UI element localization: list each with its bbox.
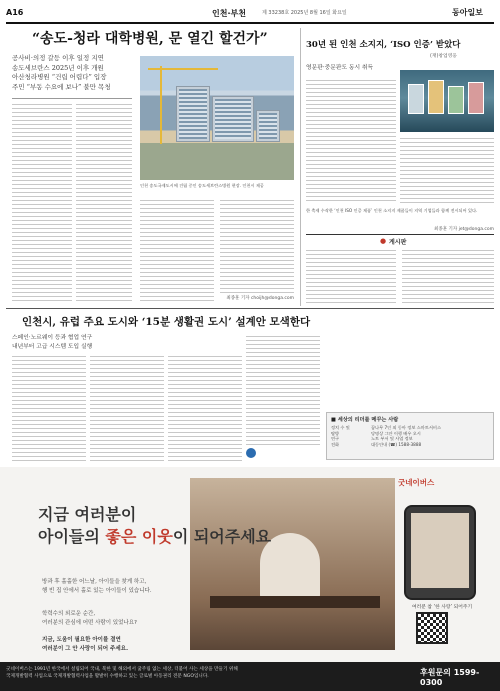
building-shape bbox=[256, 110, 280, 142]
notice-col1 bbox=[306, 248, 396, 304]
article2-title: 30년 된 인천 소지지, ‘ISO 인증’ 받았다 bbox=[306, 40, 461, 50]
header-rule bbox=[6, 22, 494, 24]
crane-shape bbox=[148, 68, 218, 70]
article2-photo-caption: 한 축제 수작한 ‘인천 ISO 인증 제품’ 인천 소지지 제품들이 지역 기업들과 함께 전시되어 있다. bbox=[306, 208, 478, 213]
info-box-col2: 꿈나무 7인 외 동아 정보 스마트서비스 당명상 그안 이행 배우 오시 노트 부서 및 사업 정보 대동안내 (☎) 1588-3888 bbox=[371, 425, 441, 447]
info-box-col1: 정치 수 및 탐방 연구 전화 bbox=[331, 425, 350, 447]
issue-meta: 제 33238호 2025년 8월 16일 화요일 bbox=[262, 10, 347, 16]
product-box bbox=[448, 86, 464, 114]
article1-photo-caption: 인천 송도국제도시에 건립 중인 송도세브란스병원 현장. 인천시 제공 bbox=[140, 183, 264, 188]
phone-screen bbox=[411, 513, 469, 588]
ad-headline-highlight: 좋은 이웃 bbox=[105, 527, 173, 546]
ad-headline bbox=[38, 504, 271, 548]
bell-icon: ● bbox=[380, 237, 387, 245]
section-title: 인천·부천 bbox=[212, 9, 246, 18]
article2-body-col2 bbox=[400, 136, 494, 204]
article3-body-col2 bbox=[90, 354, 164, 462]
article2-body-col1 bbox=[306, 78, 396, 204]
page-header bbox=[0, 0, 500, 22]
article3-subtitle: 스페인·노르웨이 등과 협업 연구 내년부터 고급 시스템 도입 실행 bbox=[12, 335, 93, 350]
city-logo-icon bbox=[246, 448, 256, 458]
article3-figure bbox=[246, 446, 322, 462]
building-shape bbox=[212, 96, 254, 142]
article1-subtitle: 공사비·의정 갈등 이후 일정 지연 송도세브란스 2025년 이후 개원 아산청라병원 “건립 어렵다” 입장 주민 “부동 수요에 보나” 불만 목청 bbox=[12, 54, 111, 91]
article2-byline: 최종훈 기자 jet@donga.com bbox=[434, 227, 494, 232]
ad-body2: 학력수의 외로운 순간, 여러분의 관심에 어떤 사람이 있었나요? bbox=[42, 611, 137, 626]
notice-title: 게시판 bbox=[389, 239, 407, 246]
info-box-title: ■ 세상의 리더를 메꾸는 사람 bbox=[331, 417, 399, 423]
article1-body-col1 bbox=[12, 102, 72, 302]
subtitle-divider bbox=[12, 98, 132, 99]
info-box bbox=[326, 412, 494, 460]
article1-byline: 최종훈 기자 choijh@donga.com bbox=[226, 296, 294, 301]
phone-caption: 여러분 참 ‘한 사랑’ 되어주기 bbox=[412, 605, 473, 610]
ad-logo: 굿네이버스 bbox=[398, 478, 435, 487]
section-rule bbox=[6, 308, 494, 309]
article2-tag: (재)창업영웅 bbox=[430, 54, 457, 59]
building-shape bbox=[176, 86, 210, 142]
desk-shape bbox=[210, 596, 380, 608]
qr-code-icon[interactable] bbox=[416, 612, 448, 644]
article2-photo bbox=[400, 70, 494, 132]
article1-title: “송도-청라 대학병원, 문 열긴 할건가” bbox=[32, 31, 268, 47]
phone-mockup bbox=[404, 505, 476, 600]
product-box bbox=[468, 82, 484, 114]
page-number: A16 bbox=[6, 8, 24, 17]
ad-body: 방과 후 홀홀한 어느날, 아이들을 찾게 하고, 행 빈 집 안에서 홀로 있는 아이들이 있습니다. bbox=[42, 579, 152, 594]
ad-headline-line2: 아이들의 좋은 이웃이 되어주세요 bbox=[38, 527, 272, 546]
article3-title: 인천시, 유럽 주요 도시와 ‘15분 생활권 도시’ 설계안 모색한다 bbox=[22, 316, 311, 328]
notice-col2 bbox=[402, 248, 494, 304]
ad-hotline: 후원문의 1599-0300 bbox=[420, 668, 480, 687]
article1-photo bbox=[140, 56, 294, 180]
article3-body-col4 bbox=[246, 334, 320, 462]
crane-shape bbox=[160, 66, 162, 144]
product-box bbox=[408, 84, 424, 114]
column-divider bbox=[300, 28, 301, 306]
newspaper-brand: 동아일보 bbox=[452, 8, 483, 17]
article1-body-col3 bbox=[140, 198, 214, 302]
article3-body-col1 bbox=[12, 354, 86, 462]
ad-body3: 지금, 도움이 필요한 아이를 결연 여러분이 그 안 사랑이 되어 주세요. bbox=[42, 637, 129, 652]
article1-body-col2 bbox=[76, 102, 132, 302]
ad-footer-text: 굿네이버스는 1991년 한국에서 설립되어 국내, 북한 및 해외에서 굶주림 없는 세상, 더불어 사는 세상을 만들기 위해 국제개발협력 사업으로 국제개발협력사업을 활발히 수행하고 있는 글로벌 아동권리 전문 NGO입니다. bbox=[6, 667, 238, 679]
article3-body-col3 bbox=[168, 354, 242, 462]
article1-body-col4 bbox=[220, 198, 294, 294]
notice-top-rule bbox=[306, 234, 494, 235]
product-box bbox=[428, 80, 444, 114]
article2-subtitle: 영문판·중문판도 동시 취득 bbox=[306, 65, 374, 71]
ad-headline-line1: 지금 여러분이 bbox=[38, 505, 137, 524]
